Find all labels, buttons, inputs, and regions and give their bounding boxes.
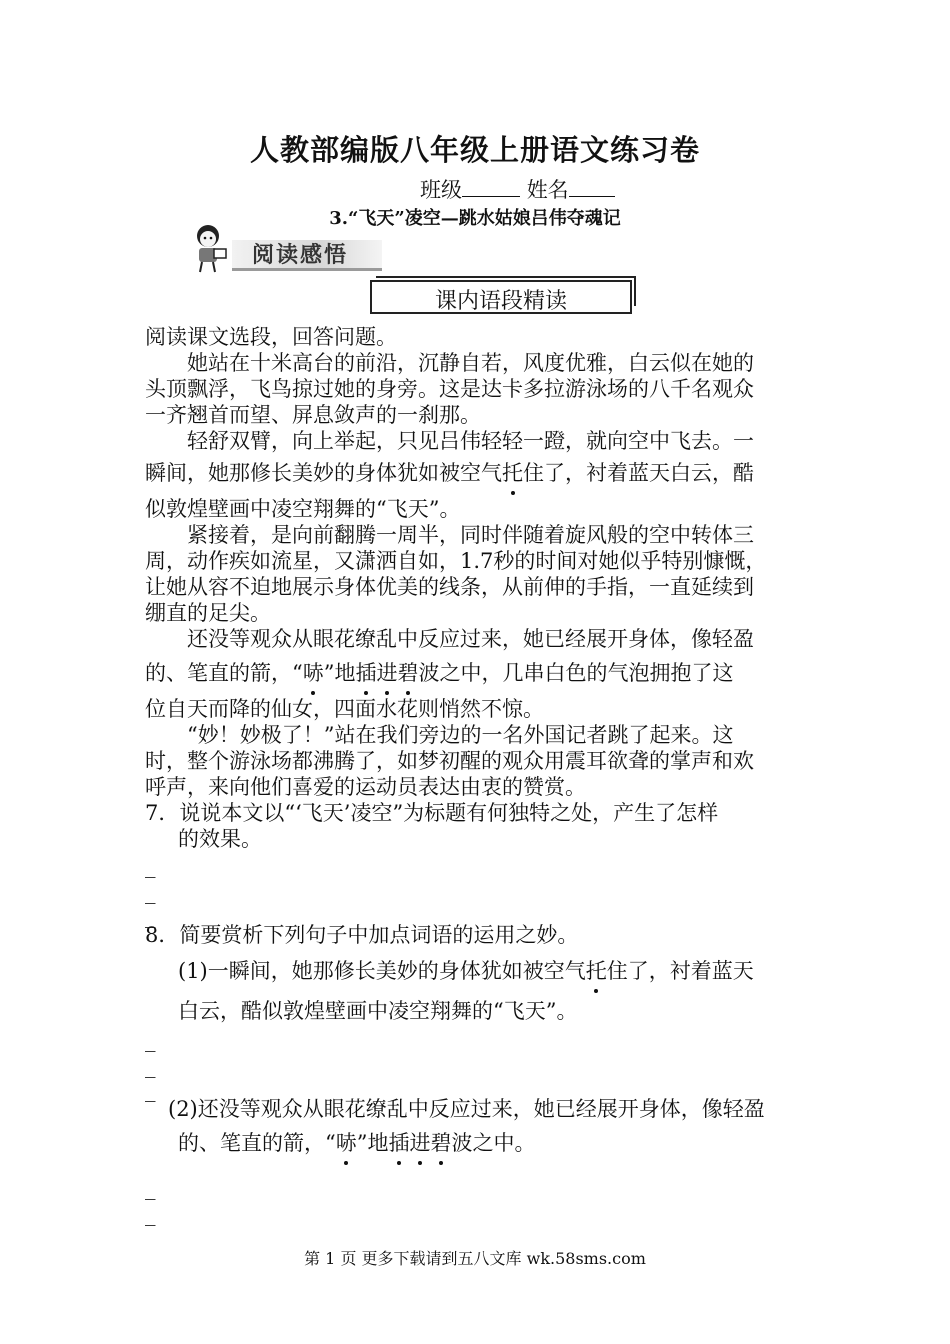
reading-instruction: 阅读课文选段，回答问题。 [145,325,397,349]
section-banner [232,236,382,272]
lesson-title: 3.“飞天”凌空—跳水姑娘吕伟夺魂记 [329,208,621,229]
question-8-1-line2: 白云，酷似敦煌壁画中凌空翔舞的“飞天”。 [178,999,578,1023]
answer-line[interactable]: _ [145,1176,156,1200]
para2-line2 [145,460,754,486]
question-8: 8．简要赏析下列句子中加点词语的运用之妙。 [145,923,579,947]
question-8-2-text-mid: ”地 [356,1131,389,1155]
page-title: 人教部编版八年级上册语文练习卷 [249,133,700,167]
emphasis-word: 进 [376,661,398,685]
para2-line2-text: 瞬间，她那修长美妙的身体犹如被空气 [145,461,502,485]
para3-line2: 周，动作疾如流星，又潇洒自如，1.7秒的时间对她似乎特别慷慨， [145,549,767,573]
para3-line1: 紧接着，是向前翻腾一周半，同时伴随着旋风般的空中转体三 [145,523,754,547]
para2-line2-text-end: 住了，衬着蓝天白云，酷 [523,461,754,485]
para5-line1: “妙！妙极了！”站在我们旁边的一名外国记者跳了起来。这 [145,723,734,747]
emphasis-word: 插 [388,1131,410,1155]
question-8-2-line1: (2)还没等观众从眼花缭乱中反应过来，她已经展开身体，像轻盈 [168,1097,765,1121]
emphasis-word: 托 [585,959,607,983]
page-footer: 第 1 页 更多下载请到五八文库 wk.58sms.com [304,1249,646,1268]
para4-line2-text-end: 波之中，几串白色的气泡拥抱了这 [418,661,734,685]
question-8-2-text: 的、笔直的箭，“ [178,1131,336,1155]
emphasis-word: 哧 [302,661,324,685]
class-name-line [420,174,615,204]
question-8-1-line1 [178,958,754,984]
para5-line3: 呼声，来向他们喜爱的运动员表达由衷的赞赏。 [145,775,586,799]
answer-line[interactable]: _ [145,1028,156,1052]
answer-line[interactable]: _ [145,1054,156,1078]
para2-line1: 轻舒双臂，向上举起，只见吕伟轻轻一蹬，就向空中飞去。一 [145,429,754,453]
sub-heading-text: 课内语段精读 [434,289,567,314]
para4-line1: 还没等观众从眼花缭乱中反应过来，她已经展开身体，像轻盈 [145,627,754,651]
class-label: 班级 [420,178,462,202]
question-8-1-text-end: 住了，衬着蓝天 [606,959,754,983]
name-label: 姓名 [526,178,569,202]
answer-line[interactable]: _ [145,1078,156,1102]
question-7-line2: 的效果。 [178,827,262,851]
emphasis-word: 碧 [430,1131,452,1155]
answer-line[interactable]: _ [145,1202,156,1226]
section-banner-text: 阅读感悟 [252,243,349,268]
para4-line2 [145,660,734,686]
emphasis-word: 哧 [335,1131,357,1155]
sub-heading-box [370,280,632,314]
para5-line2: 时，整个游泳场都沸腾了，如梦初醒的观众用震耳欲聋的掌声和欢 [145,749,754,773]
question-8-2-line2 [178,1130,536,1156]
para4-line3: 位自天而降的仙女，四面水花则悄然不惊。 [145,697,544,721]
para1-line1: 她站在十米高台的前沿，沉静自若，风度优雅，白云似在她的 [145,351,754,375]
answer-line[interactable]: _ [145,880,156,904]
question-8-2-text-end: 波之中。 [451,1131,536,1155]
para4-line2-text-mid: ”地 [323,661,356,685]
question-8-1-text: (1)一瞬间，她那修长美妙的身体犹如被空气 [178,959,586,983]
answer-line[interactable]: _ [145,854,156,878]
emphasis-word: 进 [409,1131,431,1155]
emphasis-word: 托 [502,461,523,485]
emphasis-word: 插 [355,661,377,685]
para3-line4: 绷直的足尖。 [145,601,271,625]
para4-line2-text: 的、笔直的箭，“ [145,661,303,685]
para1-line2: 头顶飘浮，飞鸟掠过她的身旁。这是达卡多拉游泳场的八千名观众 [145,377,754,401]
reading-mascot-icon [186,222,234,274]
class-blank[interactable] [462,176,520,197]
answer-line[interactable]: _ [145,904,156,928]
para3-line3: 让她从容不迫地展示身体优美的线条，从前伸的手指，一直延续到 [145,575,754,599]
name-blank[interactable] [569,176,615,197]
emphasis-word: 碧 [397,661,419,685]
question-7-line1: 7．说说本文以“‘飞天’凌空”为标题有何独特之处，产生了怎样 [145,801,719,825]
para1-line3: 一齐翘首而望、屏息敛声的一刹那。 [145,403,481,427]
para2-line3: 似敦煌壁画中凌空翔舞的“飞天”。 [145,497,461,521]
